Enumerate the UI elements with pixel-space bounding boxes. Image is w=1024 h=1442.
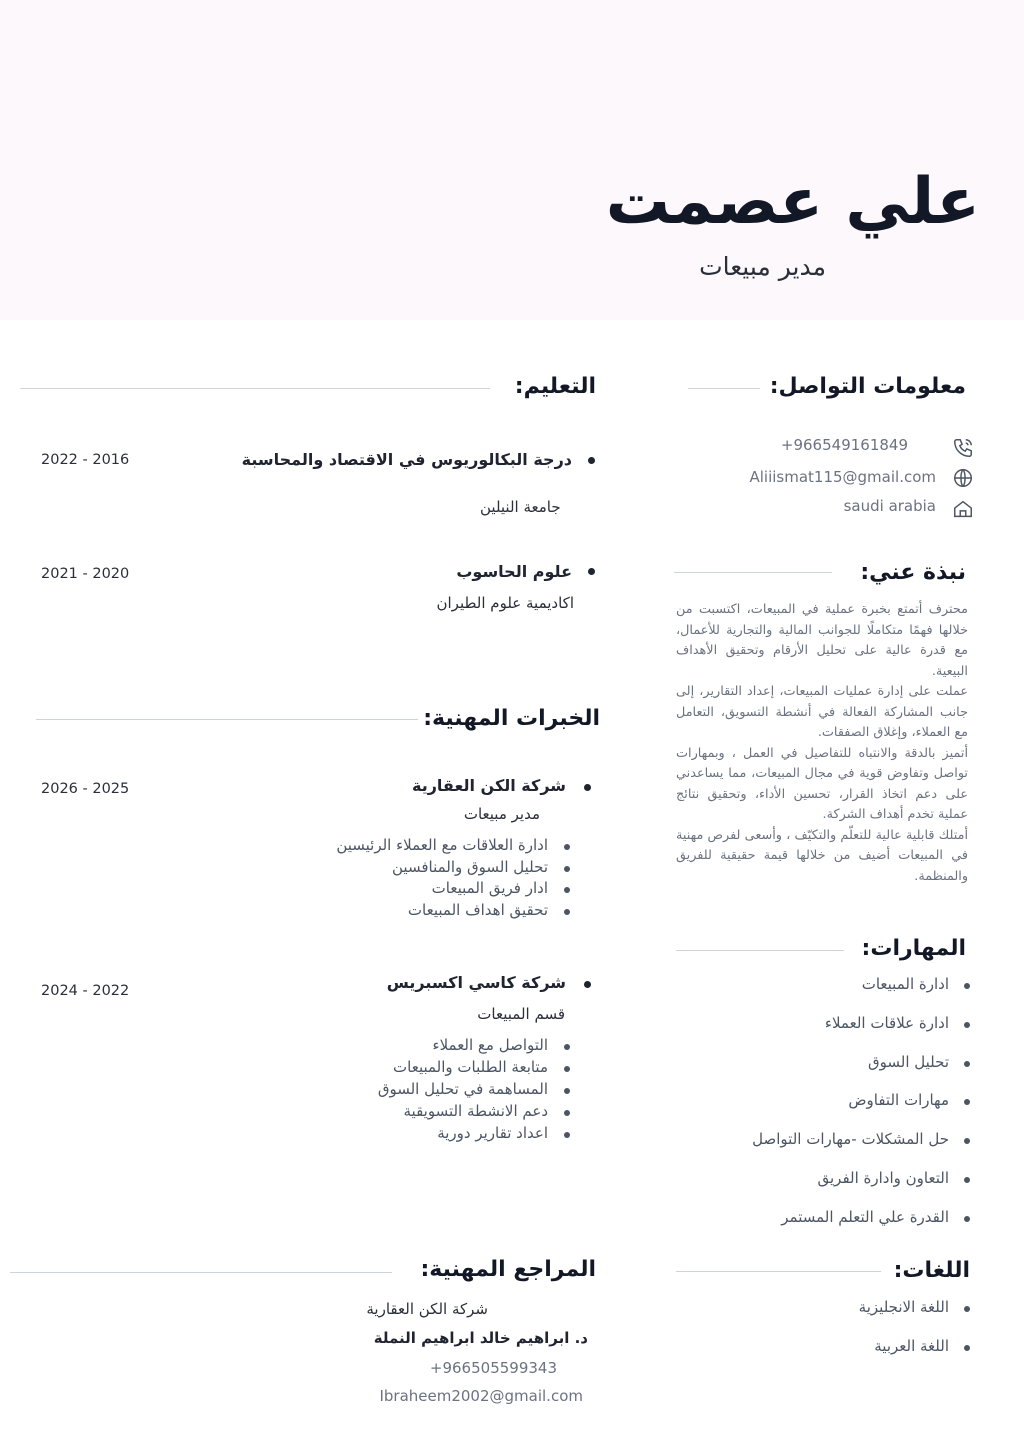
- references-title: المراجع المهنية:: [420, 1257, 596, 1282]
- reference-company: شركة الكن العقارية: [366, 1300, 488, 1318]
- task-item: ادارة العلاقات مع العملاء الرئيسين: [336, 836, 548, 854]
- bullet-dot: [964, 1138, 970, 1144]
- bullet-dot: [964, 983, 970, 989]
- bullet-dot: [564, 909, 570, 915]
- contact-phone[interactable]: +966549161849: [780, 436, 908, 454]
- experience-divider: [36, 719, 418, 720]
- bullet-dot: [964, 1099, 970, 1105]
- bullet-dot: [964, 1177, 970, 1183]
- bullet-dot: [964, 1216, 970, 1222]
- education-school: جامعة النيلين: [480, 498, 561, 516]
- experience-company: شركة كاسي اكسبريس: [386, 973, 566, 992]
- skills-divider: [676, 950, 844, 951]
- experience-company: شركة الكن العقارية: [412, 776, 566, 795]
- skill-item: حل المشكلات -مهارات التواصل: [752, 1130, 949, 1148]
- skills-title: المهارات:: [861, 936, 966, 961]
- bullet-dot: [564, 887, 570, 893]
- skill-item: ادارة علاقات العملاء: [824, 1014, 949, 1032]
- education-school: اكاديمية علوم الطيران: [436, 594, 574, 612]
- about-text: [676, 600, 968, 887]
- bullet-dot: [584, 784, 591, 791]
- experience-dates: 2024 - 2022: [41, 983, 130, 999]
- bullet-dot: [564, 1110, 570, 1116]
- education-dates: 2021 - 2020: [41, 566, 130, 582]
- language-item: اللغة الانجليزية: [858, 1298, 949, 1316]
- about-divider: [674, 572, 832, 573]
- bullet-dot: [564, 1044, 570, 1050]
- language-item: اللغة العربية: [874, 1337, 949, 1355]
- task-item: التواصل مع العملاء: [432, 1036, 548, 1054]
- education-divider: [20, 388, 490, 389]
- home-icon: [952, 498, 974, 520]
- skill-item: تحليل السوق: [868, 1053, 949, 1071]
- task-item: اعداد تقارير دورية: [437, 1124, 548, 1142]
- phone-icon: [952, 437, 974, 459]
- bullet-dot: [564, 866, 570, 872]
- contact-title: معلومات التواصل:: [769, 374, 966, 399]
- task-item: متابعة الطلبات والمبيعات: [393, 1058, 548, 1076]
- languages-title: اللغات:: [893, 1258, 970, 1283]
- candidate-name: علي عصمت: [605, 165, 980, 239]
- task-item: تحليل السوق والمنافسين: [392, 858, 548, 876]
- job-title: مدير مبيعات: [699, 252, 826, 281]
- languages-divider: [676, 1271, 881, 1272]
- contact-location: saudi arabia: [843, 497, 936, 515]
- bullet-dot: [564, 1132, 570, 1138]
- bullet-dot: [564, 844, 570, 850]
- skill-item: القدرة علي التعلم المستمر: [781, 1208, 949, 1226]
- bullet-dot: [564, 1088, 570, 1094]
- experience-dates: 2026 - 2025: [41, 781, 130, 797]
- experience-title: الخبرات المهنية:: [423, 706, 600, 731]
- about-paragraph: عملت على إدارة عمليات المبيعات، إعداد التقارير، إلى جانب المشاركة الفعالة في أنشطة التسويق، التعامل مع العملاء، وإغلاق الصفقات.: [676, 684, 968, 740]
- task-item: تحقيق اهداف المبيعات: [407, 901, 548, 919]
- about-paragraph: أمتلك قابلية عالية للتعلّم والتكيّف ، وأسعى لفرص مهنية في المبيعات أضيف من خلالها قيمة حقيقية للفريق والمنظمة.: [676, 827, 968, 884]
- bullet-dot: [584, 981, 591, 988]
- bullet-dot: [964, 1061, 970, 1067]
- bullet-dot: [964, 1345, 970, 1351]
- reference-person: د. ابراهيم خالد ابراهيم النملة: [373, 1329, 588, 1347]
- reference-email[interactable]: Ibraheem2002@gmail.com: [379, 1387, 583, 1405]
- bullet-dot: [588, 568, 595, 575]
- globe-icon: [952, 467, 974, 489]
- task-item: المساهمة في تحليل السوق: [377, 1080, 548, 1098]
- education-title: التعليم:: [514, 374, 596, 399]
- bullet-dot: [964, 1022, 970, 1028]
- contact-divider: [688, 388, 760, 389]
- education-degree: علوم الحاسوب: [456, 562, 572, 581]
- bullet-dot: [588, 457, 595, 464]
- about-paragraph: أتميز بالدقة والانتباه للتفاصيل في العمل ، وبمهارات تواصل وتفاوض قوية في مجال المبيعات، مما يساعدني على دعم اتخاذ القرار، تحسين الأداء، وتحقيق نتائج عملية تخدم أهداف الشركة.: [676, 745, 968, 822]
- skill-item: ادارة المبيعات: [861, 975, 949, 993]
- education-degree: درجة البكالوريوس في الاقتصاد والمحاسبة: [241, 450, 572, 469]
- reference-phone[interactable]: +966505599343: [429, 1359, 557, 1377]
- header-band: [0, 0, 1024, 320]
- task-item: ادار فريق المبيعات: [431, 879, 548, 897]
- experience-role: قسم المبيعات: [477, 1005, 565, 1023]
- about-paragraph: محترف أتمتع بخبرة عملية في المبيعات، اكتسبت من خلالها فهمًا متكاملًا للجوانب المالية والتجارية للأعمال، مع قدرة عالية على تحليل الأرقام وتحقيق الأهداف البيعية.: [676, 602, 968, 679]
- about-title: نبذة عني:: [860, 560, 966, 585]
- skill-item: مهارات التفاوض: [848, 1091, 949, 1109]
- education-dates: 2022 - 2016: [41, 452, 130, 468]
- experience-role: مدير مبيعات: [463, 805, 540, 823]
- bullet-dot: [964, 1306, 970, 1312]
- skill-item: التعاون وادارة الفريق: [817, 1169, 949, 1187]
- contact-email[interactable]: Aliiismat115@gmail.com: [749, 468, 936, 486]
- references-divider: [10, 1272, 392, 1273]
- bullet-dot: [564, 1066, 570, 1072]
- task-item: دعم الانشطة التسويقية: [403, 1102, 548, 1120]
